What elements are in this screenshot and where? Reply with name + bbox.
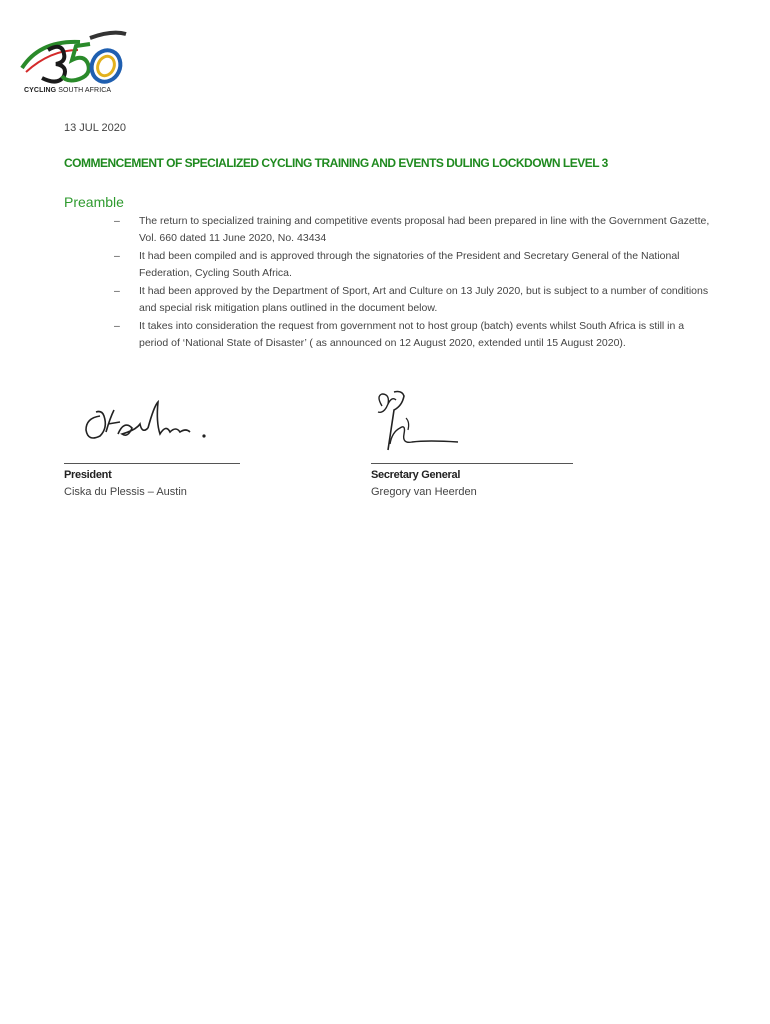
secretary-general-signature xyxy=(372,388,462,456)
document-title: COMMENCEMENT OF SPECIALIZED CYCLING TRAINING AND EVENTS DULING LOCKDOWN LEVEL 3 xyxy=(64,156,608,170)
list-item xyxy=(110,213,710,247)
bullet-dash: – xyxy=(114,215,120,227)
bullet-dash: – xyxy=(114,320,120,332)
bullet-text: It takes into consideration the request from government not to host group (batch) events whilst South Africa is still in a period of ‘National State of Disaster’ ( as announced on 12 August 2020, extended until 15 August 2020). xyxy=(139,320,685,349)
bullet-dash: – xyxy=(114,285,120,297)
signature-block-secretary-general xyxy=(371,463,573,498)
bullet-text: The return to specialized training and competitive events proposal had been prepared in line with the Government Gazette, Vol. 660 dated 11 June 2020, No. 43434 xyxy=(139,215,710,244)
bullet-text: It had been compiled and is approved through the signatories of the President and Secretary General of the National Federation, Cycling South Africa. xyxy=(139,250,680,279)
signature-line xyxy=(64,463,240,464)
bullet-dash: – xyxy=(114,250,120,262)
president-signature xyxy=(80,398,210,450)
signature-block-president xyxy=(64,463,240,498)
signatory-role: Secretary General xyxy=(371,469,461,481)
list-item xyxy=(110,318,710,352)
logo-mark xyxy=(20,28,128,86)
bullet-text: It had been approved by the Department of Sport, Art and Culture on 13 July 2020, but is subject to a number of conditions and special risk mitigation plans outlined in the document below. xyxy=(139,285,709,314)
section-heading-preamble: Preamble xyxy=(64,194,124,210)
signature-line xyxy=(371,463,573,464)
logo-caption: CYCLING SOUTH AFRICA xyxy=(24,87,112,94)
list-item xyxy=(110,283,710,317)
list-item xyxy=(110,248,710,282)
preamble-bullet-list xyxy=(110,213,710,353)
signatory-name: Ciska du Plessis – Austin xyxy=(64,486,187,498)
signatory-role: President xyxy=(64,469,112,481)
signatory-name: Gregory van Heerden xyxy=(371,486,477,498)
cycling-south-africa-logo xyxy=(20,28,128,98)
letter-date: 13 JUL 2020 xyxy=(64,122,126,134)
